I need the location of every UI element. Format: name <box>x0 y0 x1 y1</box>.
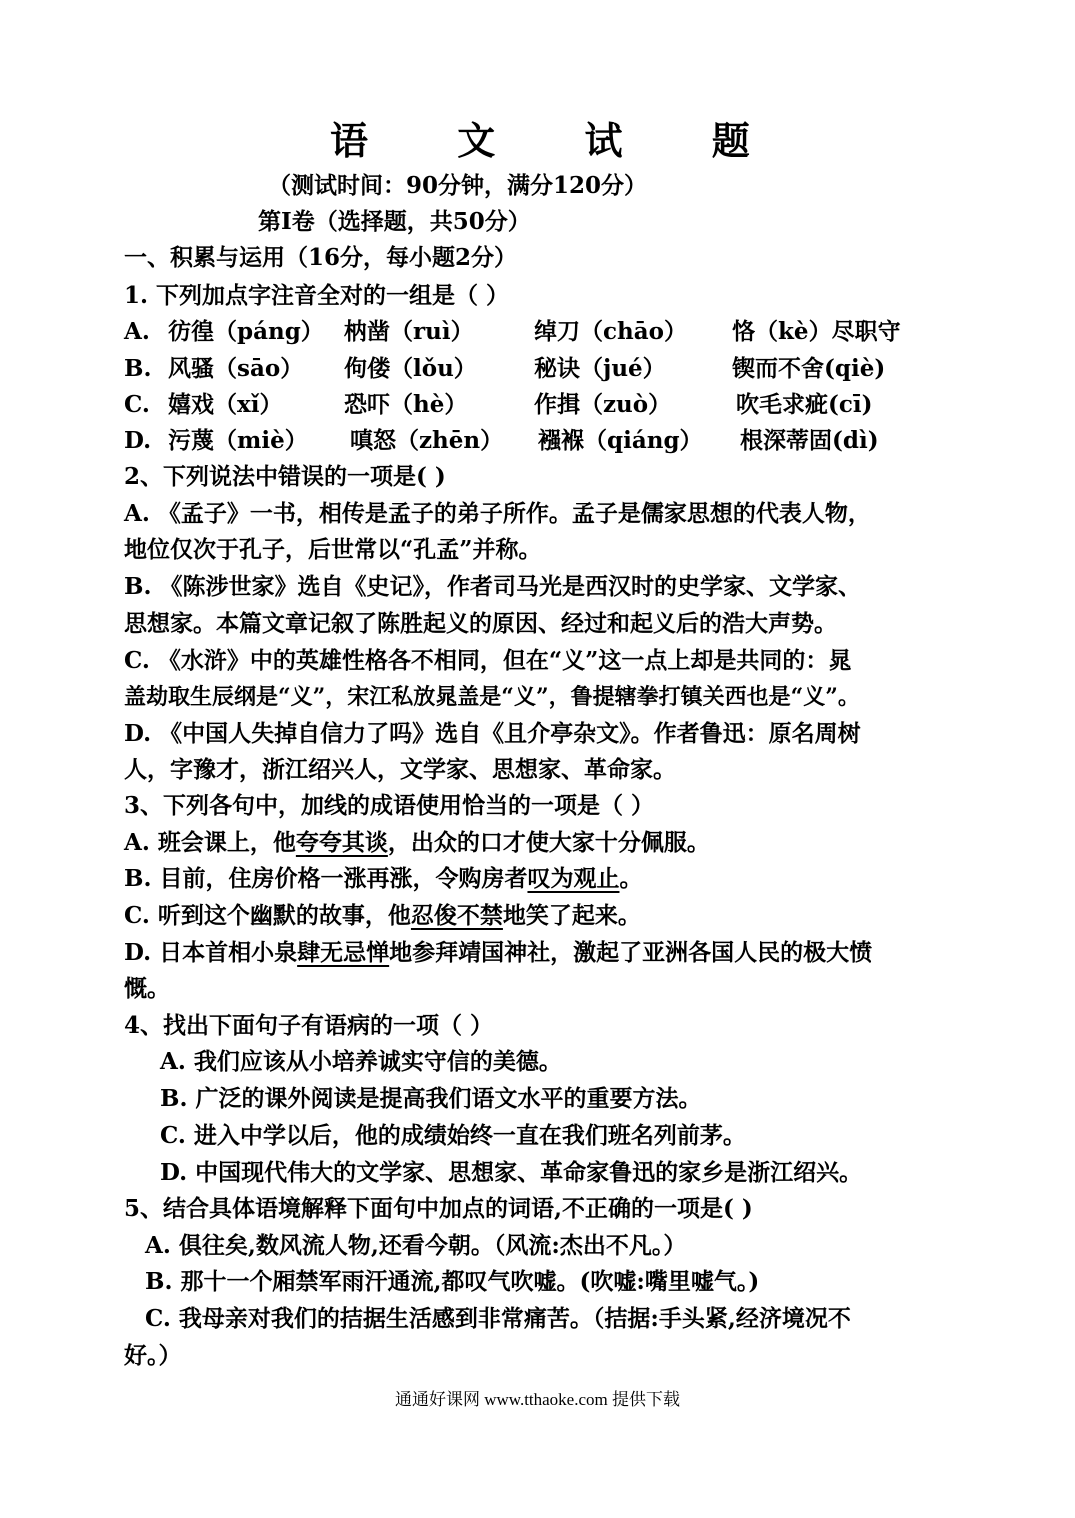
q1-option-row-c <box>124 389 924 421</box>
q3-option-d-cont: 慨。 <box>124 975 170 1002</box>
option-label: A. <box>124 318 150 345</box>
q5-option: C. 我母亲对我们的拮据生活感到非常痛苦。（拮据:手头紧,经济境况不 <box>145 1305 851 1332</box>
part-title: 第Ⅰ卷（选择题，共50分） <box>258 208 531 235</box>
option-item: 绰刀（chāo） <box>534 318 687 345</box>
q2-text-line: A. 《孟子》一书，相传是孟子的弟子所作。孟子是儒家思想的代表人物， <box>124 500 871 527</box>
underlined-idiom: 叹为观止 <box>527 865 620 892</box>
underlined-idiom: 夸夸其谈 <box>295 829 388 856</box>
q2-text-line: 盖劫取生辰纲是“义”，宋江私放晁盖是“义”，鲁提辖拳打镇关西也是“义”。 <box>124 684 860 710</box>
option-text: 。 <box>619 865 643 892</box>
option-label: B. <box>124 355 152 382</box>
option-item: 恐吓（hè） <box>344 391 468 418</box>
q1-option-row-b <box>124 353 924 385</box>
q2-text-line: 人，字豫才，浙江绍兴人，文学家、思想家、革命家。 <box>124 756 676 783</box>
option-item: 襁褓（qiáng） <box>538 427 703 454</box>
option-item: 枘凿（ruì） <box>344 318 474 345</box>
q5-option: B. 那十一个厢禁军雨汗通流,都叹气吹嘘。(吹嘘:嘴里嘘气。) <box>145 1268 760 1295</box>
q4-option: B. 广泛的课外阅读是提高我们语文水平的重要方法。 <box>160 1085 702 1112</box>
question-2-stem: 2、下列说法中错误的一项是( ) <box>124 463 446 490</box>
option-item: 污蔑（miè） <box>168 427 308 454</box>
exam-subtitle: （测试时间：90分钟，满分120分） <box>268 172 648 199</box>
q3-option-a <box>124 827 710 859</box>
q4-option: A. 我们应该从小培养诚实守信的美德。 <box>160 1048 562 1075</box>
q5-option-cont: 好。） <box>124 1342 182 1369</box>
question-1-stem: 1. 下列加点字注音全对的一组是（ ） <box>124 282 510 309</box>
underlined-idiom: 忍俊不禁 <box>410 902 503 929</box>
option-text: B. 目前，住房价格一涨再涨，令购房者 <box>124 865 528 892</box>
q2-text-line: C. 《水浒》中的英雄性格各不相同，但在“义”这一点上却是共同的：晁 <box>124 647 852 674</box>
option-item: 恪（kè）尽职守 <box>732 318 901 345</box>
option-item: 吹毛求疵(cī) <box>736 391 873 418</box>
option-item: 彷徨（páng） <box>168 318 324 345</box>
question-4-stem: 4、找出下面句子有语病的一项（ ） <box>124 1012 494 1039</box>
option-text: D. 日本首相小泉 <box>124 939 298 966</box>
option-text: C. 听到这个幽默的故事，他 <box>124 902 411 929</box>
q2-text-line: D. 《中国人失掉自信力了吗》选自《且介亭杂文》。作者鲁迅：原名周树 <box>124 720 861 747</box>
option-text: 地笑了起来。 <box>502 902 641 929</box>
question-3-stem: 3、下列各句中，加线的成语使用恰当的一项是（ ） <box>124 792 655 819</box>
option-label: C. <box>124 391 150 418</box>
q2-text-line: B. 《陈涉世家》选自《史记》，作者司马光是西汉时的史学家、文学家、 <box>124 573 861 600</box>
q1-option-row-d <box>124 425 924 457</box>
option-text: 地参拜靖国神社，激起了亚洲各国人民的极大愤 <box>389 939 873 966</box>
q5-option: A. 俱往矣,数风流人物,还看今朝。（风流:杰出不凡。） <box>145 1232 687 1259</box>
option-item: 根深蒂固(dì) <box>740 427 879 454</box>
option-item: 锲而不舍(qiè) <box>732 355 886 382</box>
option-item: 秘诀（jué） <box>534 355 666 382</box>
q2-text-line: 思想家。本篇文章记叙了陈胜起义的原因、经过和起义后的浩大声势。 <box>124 610 837 637</box>
option-text: A. 班会课上，他 <box>124 829 296 856</box>
q4-option: D. 中国现代伟大的文学家、思想家、革命家鲁迅的家乡是浙江绍兴。 <box>160 1159 863 1186</box>
question-5-stem: 5、结合具体语境解释下面句中加点的词语,不正确的一项是( ) <box>124 1195 753 1222</box>
option-text: ，出众的口才使大家十分佩服。 <box>387 829 710 856</box>
q3-option-b <box>124 863 642 895</box>
q4-option: C. 进入中学以后，他的成绩始终一直在我们班名列前茅。 <box>160 1122 746 1149</box>
underlined-idiom: 肆无忌惮 <box>297 939 390 966</box>
option-item: 佝偻（lǒu） <box>344 355 477 382</box>
q2-text-line: 地位仅次于孔子，后世常以“孔孟”并称。 <box>124 536 542 563</box>
option-item: 风骚（sāo） <box>168 355 304 382</box>
option-label: D. <box>124 427 152 454</box>
section-heading: 一、积累与运用（16分，每小题2分） <box>124 244 518 271</box>
option-item: 作揖（zuò） <box>534 391 672 418</box>
option-item: 嗔怒（zhēn） <box>350 427 504 454</box>
q1-option-row-a <box>124 316 924 348</box>
page-footer: 通通好课网 www.tthaoke.com 提供下载 <box>394 1390 681 1409</box>
option-item: 嬉戏（xǐ） <box>168 391 283 418</box>
q3-option-d <box>124 937 872 969</box>
q3-option-c <box>124 900 641 932</box>
page-title: 语 文 试 题 <box>330 118 788 163</box>
